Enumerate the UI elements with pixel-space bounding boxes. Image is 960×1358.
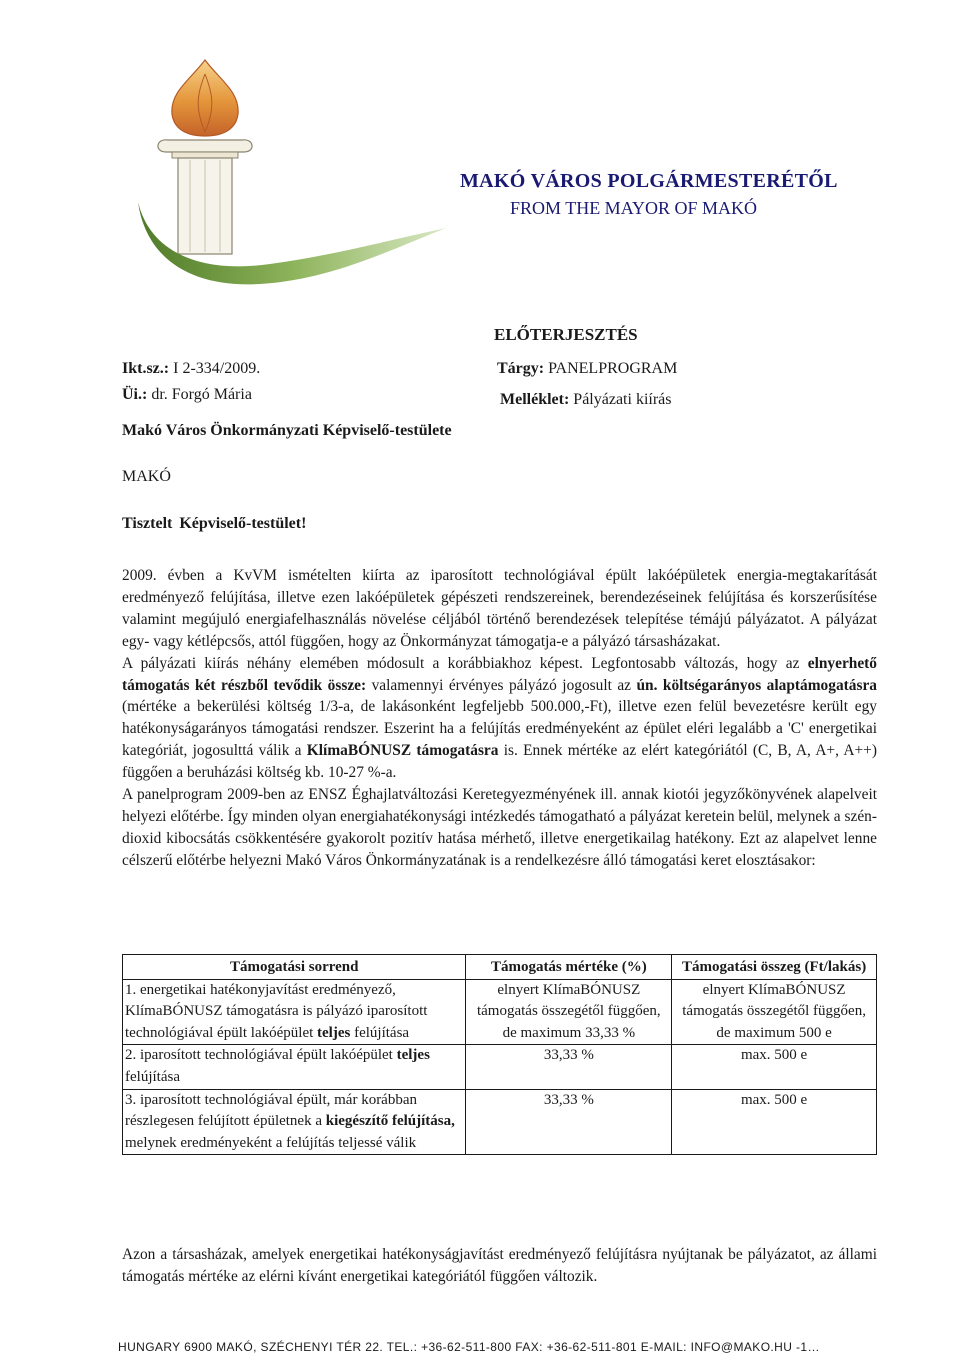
table-row [123,1045,877,1089]
paragraph-2-bold-2: ún. költségarányos alaptámogatásra [636,676,877,694]
table-cell-rate: 33,33 % [466,1089,672,1155]
table-cell-order [123,979,466,1045]
footer-address: HUNGARY 6900 MAKÓ, SZÉCHENYI TÉR 22. TEL.: +36-62-511-800 FAX: +36-62-511-801 E-MAIL: INFO@MAKO.HU -1… [118,1340,820,1354]
table-cell-rate: elnyert KlímaBÓNUSZ támogatás összegétől függően, de maximum 33,33 % [466,979,672,1045]
reference-value: I 2-334/2009. [173,360,261,377]
grant-table [122,954,877,1155]
table-cell-amount: max. 500 e [672,1045,877,1089]
document-type: ELŐTERJESZTÉS [494,325,638,344]
flame-icon [172,60,238,136]
order-text: 3. iparosított technológiával épült, már korábban részlegesen felújított épületnek a [125,1091,418,1130]
page-subtitle: FROM THE MAYOR OF MAKÓ [510,198,758,218]
paragraph-2-text: (mértéke a bekerülési költség 1/3-a, de lakásonként legfeljebb 500.000,-Ft), illetve ezen felül bevezetésre került egy hatékonyságarányos támogatási rendszer. Eszerint ha a felújítás eredményeként az épület eléri legalább a 'C' energetikai kategóriát, jogosulttá válik a [122,698,877,760]
table-cell-amount: max. 500 e [672,1089,877,1155]
order-text: felújítása [350,1024,410,1041]
column-icon [158,140,252,152]
table-header: Támogatási összeg (Ft/lakás) [672,955,877,980]
recipient: Makó Város Önkormányzati Képviselő-testülete [122,422,452,439]
table-header: Támogatás mértéke (%) [466,955,672,980]
paragraph-3: A panelprogram 2009-ben az ENSZ Éghajlatváltozási Keretegyezményének ill. annak kiotói jegyzőkönyvének alapelveit helyezi előtérbe. Így minden olyan energiahatékonysági intézkedés támogatható a pályázat keretein belül, melynek a szén-dioxid kibocsátás csökkentésére gyakorolt pozitív hatása mérhető, illetve energetikailag hatékony. Ezt az alapelvet lenne célszerű előtérbe helyezni Makó Város Önkormányzatának is a rendelkezésre álló támogatási keret elosztásakor: [122,786,877,869]
paragraph-2-bold-1: elnyerhető támogatás két részből tevődik össze: [122,654,877,694]
table-row [123,979,877,1045]
order-text: melynek eredményeként a felújítás teljessé válik [125,1134,417,1151]
table-cell-order [123,1089,466,1155]
order-bold: teljes [396,1047,430,1064]
place: MAKÓ [122,468,171,485]
mako-logo [110,52,450,302]
table-cell-order [123,1045,466,1089]
body-text [122,565,877,872]
attachment-value: Pályázati kiírás [573,391,672,408]
administrator-label: Üi.: [122,386,148,403]
paragraph-2-text: A pályázati kiírás néhány elemében módosult a korábbiakhoz képest. Legfontosabb változás, hogy az [122,654,808,672]
attachment-label: Melléklet: [500,391,570,408]
paragraph-1: 2009. évben a KvVM ismételten kiírta az iparosított technológiával épült lakóépületek energia-megtakarítását eredményező felújítása, illetve ezen lakóépületek gépészeti rendszereinek, berendezéseinek felújítása és korszerűsítése valamint megújuló energiafelhasználás növelése céljából történő berendezések telepítése témájú pályázatot. A pályázat egy- vagy kétlépcsős, attól függően, hogy az Önkormányzat támogatja-e a pályázó társasházakat. [122,567,877,650]
paragraph-2-text: valamennyi érvényes pályázó jogosult az [366,676,637,694]
subject-value: PANELPROGRAM [548,360,678,377]
closing-paragraph: Azon a társasházak, amelyek energetikai hatékonyságjavítást eredményező felújításra nyújtanak be pályázatot, az állami támogatás mértéke az elérni kívánt energetikai kategóriától függően változik. [122,1246,877,1285]
salutation: Tisztelt Képviselő-testület! [122,515,307,532]
reference-label: Ikt.sz.: [122,360,170,377]
subject [497,360,677,378]
order-text: 2. iparosított technológiával épült lakóépület [125,1047,397,1064]
table-header-row [123,955,877,980]
table-header: Támogatási sorrend [123,955,466,980]
paragraph-2-bold-3: KlímaBÓNUSZ támogatásra [306,742,499,760]
administrator [122,386,252,404]
administrator-value: dr. Forgó Mária [151,386,252,403]
order-text: 1. energetikai hatékonyjavítást eredményező, KlímaBÓNUSZ támogatásra is pályázó iparosított technológiával épült lakóépület [125,981,428,1041]
paragraph-2-text: is. Ennek mértéke az elért kategóriától (C, B, A, A+, A++) függően a beruházási költség kb. 10-27 %-a. [122,742,877,782]
table-cell-rate: 33,33 % [466,1045,672,1089]
table-cell-amount: elnyert KlímaBÓNUSZ támogatás összegétől függően, de maximum 500 e [672,979,877,1045]
attachment [500,391,671,409]
paragraph-2 [122,653,877,784]
order-bold: teljes [317,1024,351,1041]
page-title: MAKÓ VÁROS POLGÁRMESTERÉTŐL [460,170,838,192]
table-row [123,1089,877,1155]
reference-number [122,360,260,378]
order-bold: kiegészítő felújítása, [325,1113,455,1130]
order-text: felújítása [125,1068,180,1085]
subject-label: Tárgy: [497,360,545,377]
